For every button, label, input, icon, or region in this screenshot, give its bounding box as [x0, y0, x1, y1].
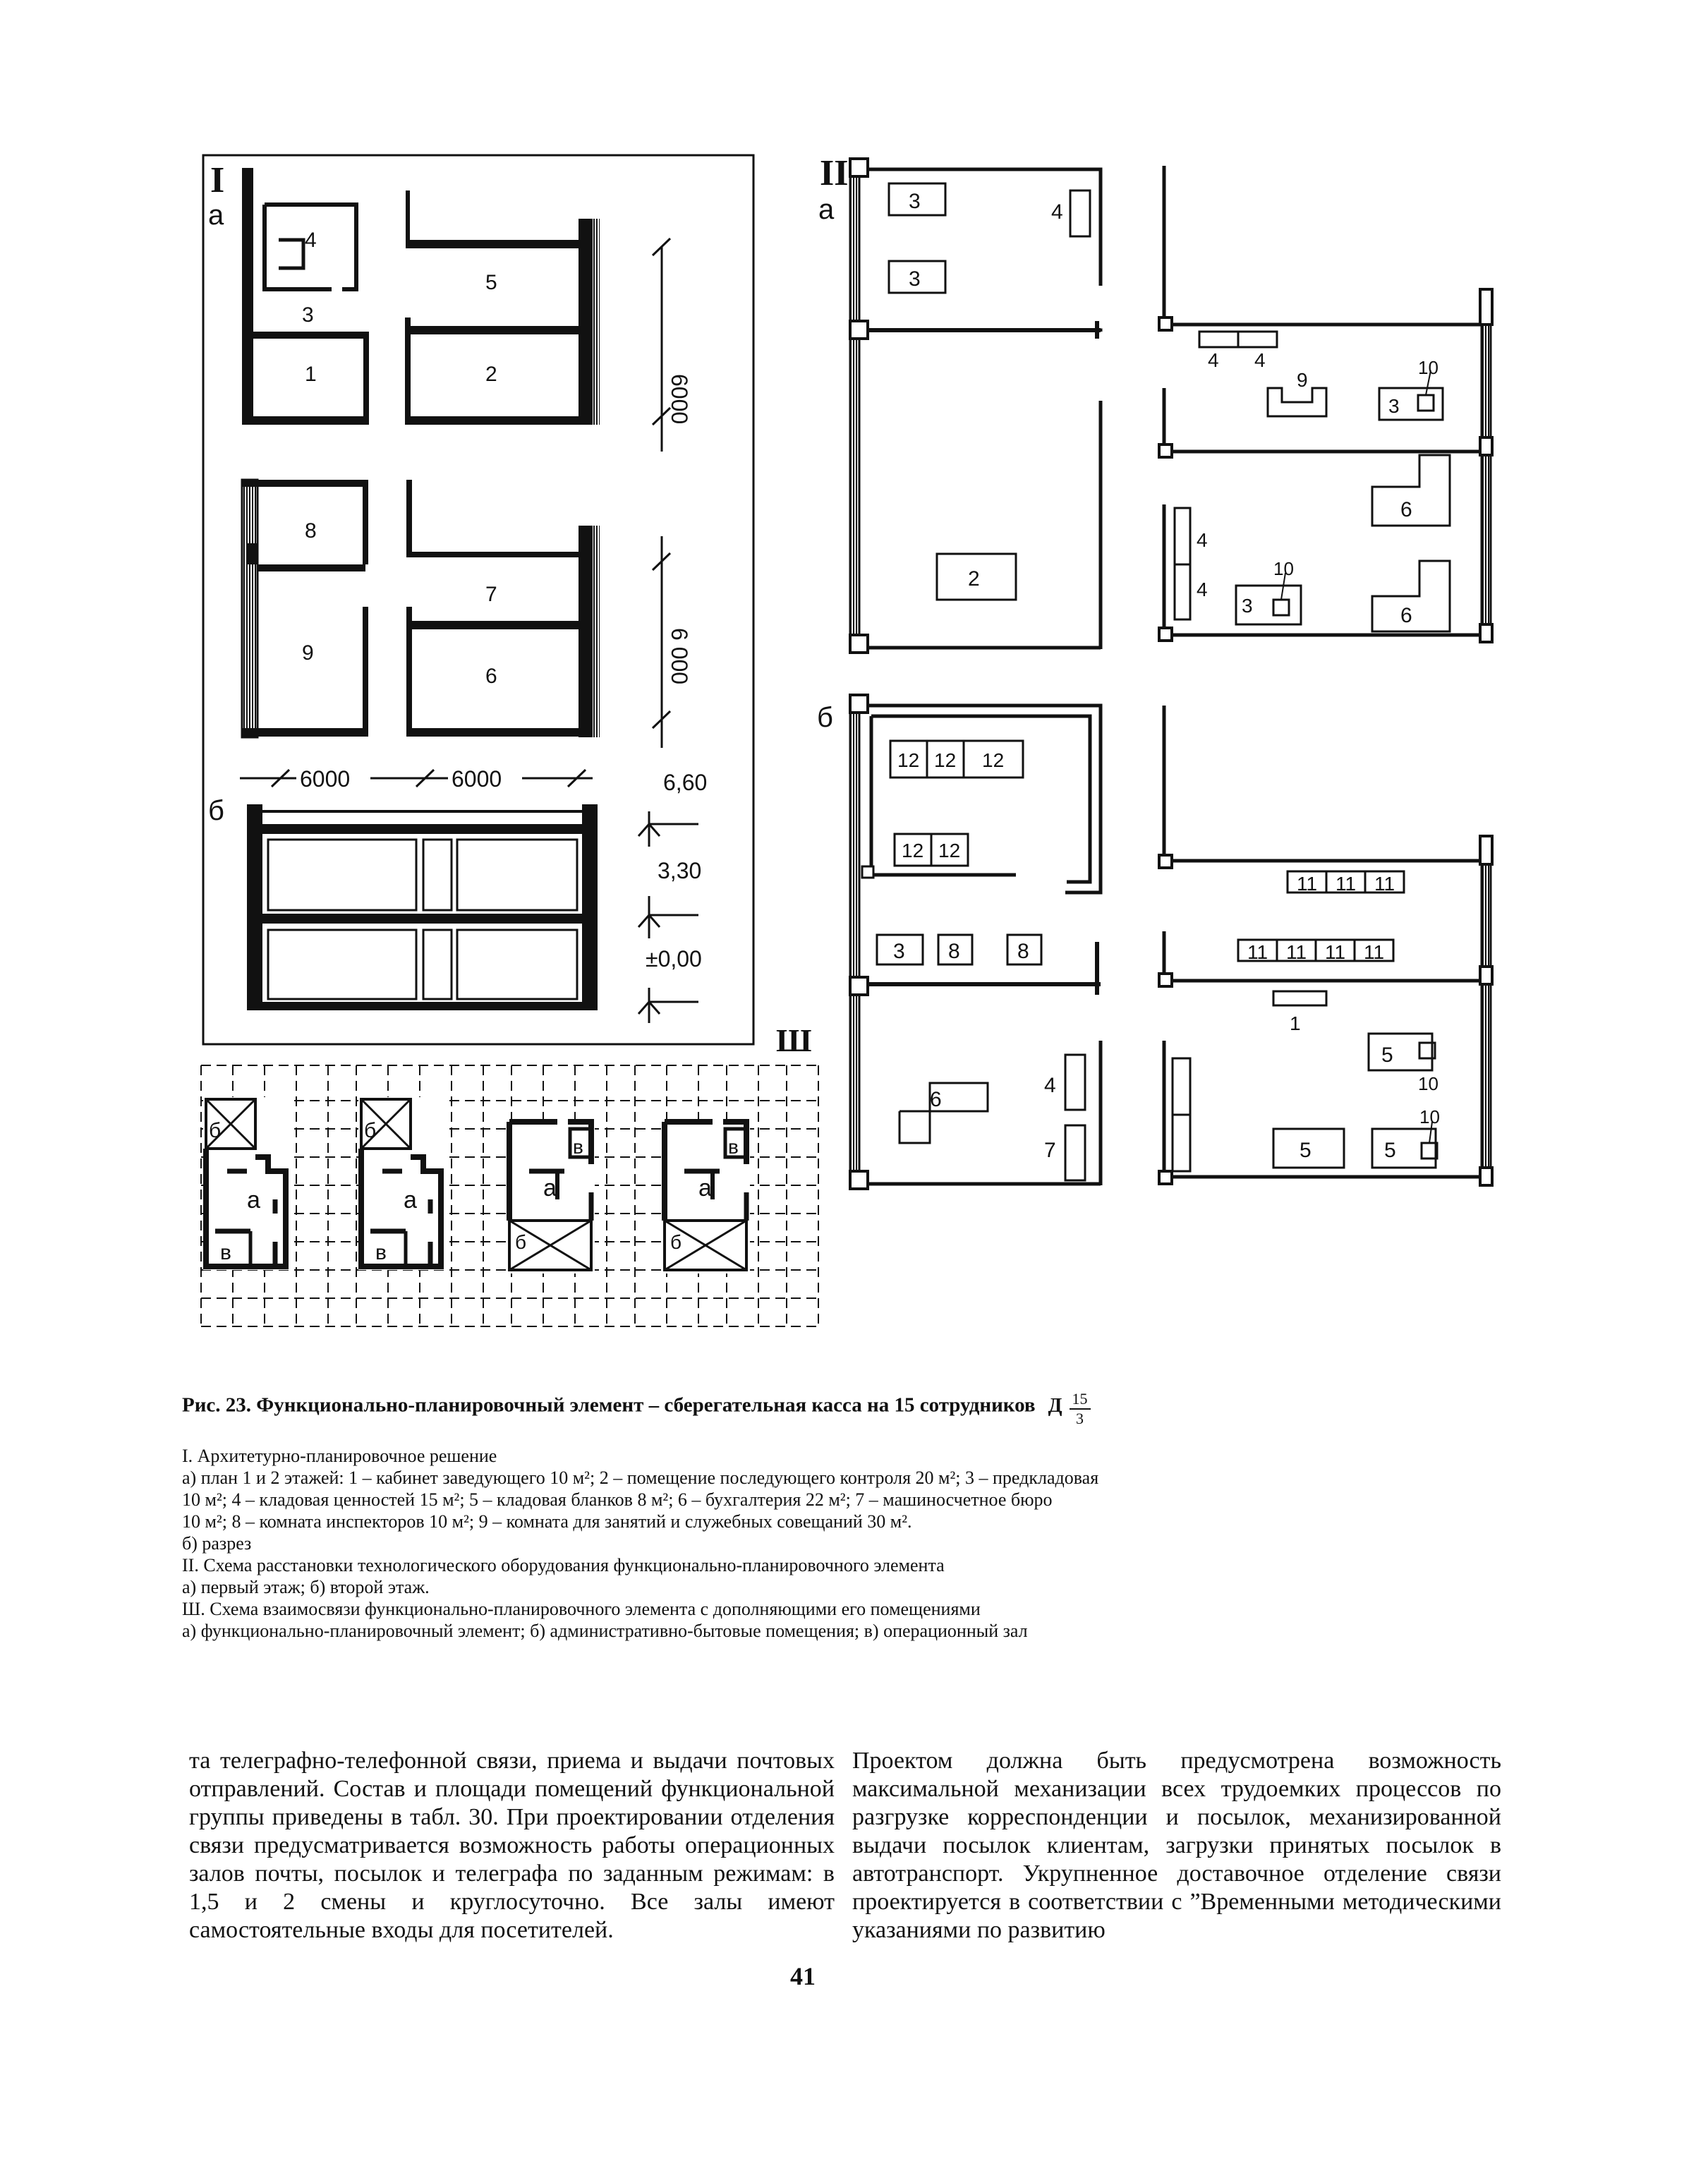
- caption-fraction-numerator: 15: [1070, 1390, 1091, 1410]
- f1-label-4c: 4: [1254, 349, 1266, 371]
- f2-label-11e: 11: [1286, 941, 1307, 963]
- legend-line: 10 м²; 4 – кладовая ценностей 15 м²; 5 – кладовая бланков 8 м²; 6 – бухгалтерия 22 м²; 7 – машиносчетное бюро: [182, 1489, 1053, 1510]
- f2-label-12a: 12: [897, 749, 920, 771]
- panel-II-equipment-layout: [817, 153, 1492, 1189]
- f2-label-5a: 5: [1381, 1043, 1393, 1067]
- f2-label-11b: 11: [1335, 873, 1357, 895]
- panel-I-plan-and-section: [203, 155, 753, 1044]
- scheme-1-label-v: в: [220, 1241, 231, 1264]
- room-label-3: 3: [302, 303, 314, 327]
- f1-label-4e: 4: [1197, 579, 1208, 600]
- dimension-horizontal: [240, 770, 593, 787]
- level-000: ±0,00: [646, 946, 702, 972]
- f1-label-6a: 6: [1400, 498, 1412, 521]
- f2-label-11c: 11: [1374, 873, 1395, 895]
- f1-label-3c: 3: [1388, 395, 1400, 417]
- f2-label-10a: 10: [1418, 1073, 1439, 1094]
- dim-label-6000-h1: 6000: [300, 766, 351, 792]
- legend-line: б) разрез: [182, 1533, 252, 1554]
- panel-III-relation-schemes: [201, 1022, 818, 1326]
- room-label-5: 5: [485, 271, 497, 294]
- scheme-4-label-b: б: [670, 1231, 682, 1253]
- f2-label-1: 1: [1290, 1012, 1301, 1034]
- scheme-1-label-a: а: [247, 1187, 260, 1214]
- panel-I-sub-b: б: [208, 795, 224, 826]
- f2-label-8b: 8: [1017, 940, 1029, 963]
- scheme-2-label-v: в: [375, 1241, 387, 1264]
- scheme-2-label-a: а: [404, 1187, 417, 1214]
- f1-label-3d: 3: [1242, 595, 1253, 617]
- dim-label-6000-lower: 6 000: [667, 628, 692, 685]
- f2-label-11d: 11: [1247, 941, 1268, 963]
- legend-line: I. Архитетурно-планировочное решение: [182, 1446, 497, 1466]
- body-text-left-column: та телеграфно-телефонной связи, приема и выдачи почтовых отправлений. Состав и площади помещений функциональной группы приведены в табл. 30. При проектировании отделения связи предусматривается возможность работы операционных залов почты, посылок и телеграфа по заданным режимам: в 1,5 и 2 смены и круглосуточно. Все залы имеют самостоятельные входы для посетителей.: [189, 1748, 835, 1943]
- f2-label-12c: 12: [982, 749, 1005, 771]
- f1-label-6b: 6: [1400, 604, 1412, 627]
- plan-upper-right: [406, 190, 600, 425]
- f1-label-2: 2: [968, 567, 980, 591]
- level-marks: [638, 811, 698, 1023]
- caption-legend: [182, 1445, 1537, 1642]
- f2-label-4: 4: [1044, 1074, 1056, 1097]
- panel-II-sub-b: б: [817, 702, 833, 733]
- f2-label-12b: 12: [934, 749, 957, 771]
- f2-label-5b: 5: [1300, 1139, 1312, 1162]
- f1-label-9: 9: [1297, 369, 1308, 391]
- f1-label-4a: 4: [1051, 200, 1063, 224]
- f2-label-12d: 12: [902, 840, 924, 861]
- scheme-3-label-a: а: [543, 1175, 557, 1202]
- f2-label-3: 3: [893, 940, 905, 963]
- caption-title: Рис. 23. Функционально-планировочный элемент – сберегательная касса на 15 сотрудников: [182, 1393, 1036, 1417]
- scheme-3-label-v: в: [573, 1136, 583, 1158]
- caption-fraction-denominator: 3: [1076, 1410, 1084, 1427]
- legend-line: 10 м²; 8 – комната инспекторов 10 м²; 9 – комната для занятий и служебных совещаний 30 м².: [182, 1511, 912, 1532]
- f1-label-3a: 3: [909, 190, 921, 213]
- legend-line: а) первый этаж; б) второй этаж.: [182, 1577, 430, 1597]
- caption-title-row: [182, 1390, 1537, 1428]
- figure-caption: [182, 1390, 1537, 1642]
- scheme-1-label-b: б: [209, 1119, 222, 1142]
- legend-line: Ш. Схема взаимосвязи функционально-планировочного элемента с дополняющими его помещениями: [182, 1599, 981, 1619]
- page-number: 41: [790, 1962, 816, 1990]
- f2-label-10b: 10: [1419, 1106, 1440, 1127]
- f2-label-12e: 12: [938, 840, 961, 861]
- plan-lower-left: [242, 480, 365, 737]
- f2-label-11g: 11: [1364, 941, 1385, 963]
- floor1-right-plan: [1159, 166, 1492, 642]
- f1-label-4d: 4: [1197, 529, 1208, 551]
- floor2-left-plan: [850, 695, 1101, 1189]
- level-330: 3,30: [658, 858, 702, 883]
- section-drawing: [247, 804, 598, 1010]
- f2-label-7: 7: [1044, 1139, 1056, 1162]
- scheme-4-label-a: а: [698, 1175, 712, 1202]
- f1-label-4b: 4: [1208, 349, 1219, 371]
- f1-label-10a: 10: [1418, 357, 1439, 378]
- panel-I-roman: I: [210, 160, 225, 200]
- dim-label-6000-h2: 6000: [452, 766, 502, 792]
- room-label-9: 9: [302, 641, 314, 665]
- legend-line: а) план 1 и 2 этажей: 1 – кабинет заведующего 10 м²; 2 – помещение последующего контроля 20 м²; 3 – предкладовая: [182, 1468, 1099, 1488]
- f1-label-10b: 10: [1273, 558, 1294, 579]
- panel-II-roman: II: [820, 153, 849, 193]
- room-label-4: 4: [305, 229, 317, 252]
- scheme-2-label-b: б: [364, 1119, 377, 1142]
- room-label-2: 2: [485, 363, 497, 386]
- panel-III-roman: Ш: [776, 1022, 812, 1058]
- panel-I-sub-a: а: [208, 200, 224, 231]
- room-label-6: 6: [485, 665, 497, 688]
- caption-fraction: [1070, 1390, 1091, 1428]
- legend-line: II. Схема расстановки технологического оборудования функционально-планировочного элемента: [182, 1555, 945, 1575]
- plan-lower-right: [408, 480, 600, 737]
- scheme-4-label-v: в: [728, 1136, 739, 1158]
- room-label-7: 7: [485, 583, 497, 606]
- f2-label-8a: 8: [948, 940, 960, 963]
- level-660: 6,60: [663, 770, 708, 795]
- legend-line: а) функционально-планировочный элемент; б) административно-бытовые помещения; в) операционный зал: [182, 1621, 1028, 1641]
- room-label-1: 1: [305, 363, 317, 386]
- body-text-right-column: Проектом должна быть предусмотрена возможность максимальной механизации всех трудоемких процессов по разгрузке корреспонденции и посылок, механизированной выдачи посылок клиентам, загрузки принятых посылок в автотранспорт. Укрупненное доставочное отделение связи проектируется в соответствии с ”Временными методическими указаниями по развитию: [852, 1748, 1501, 1943]
- f2-label-11a: 11: [1297, 873, 1318, 895]
- room-label-8: 8: [305, 519, 317, 543]
- scheme-3-label-b: б: [515, 1231, 527, 1253]
- f2-label-11f: 11: [1325, 941, 1346, 963]
- panel-II-sub-a: а: [818, 194, 835, 225]
- f1-label-3b: 3: [909, 267, 921, 291]
- caption-symbol: Д: [1048, 1393, 1062, 1417]
- f2-label-5c: 5: [1384, 1139, 1396, 1162]
- plan-upper-left: [242, 168, 366, 425]
- dim-label-6000-upper: 6000: [667, 374, 692, 425]
- f2-label-6: 6: [930, 1088, 942, 1111]
